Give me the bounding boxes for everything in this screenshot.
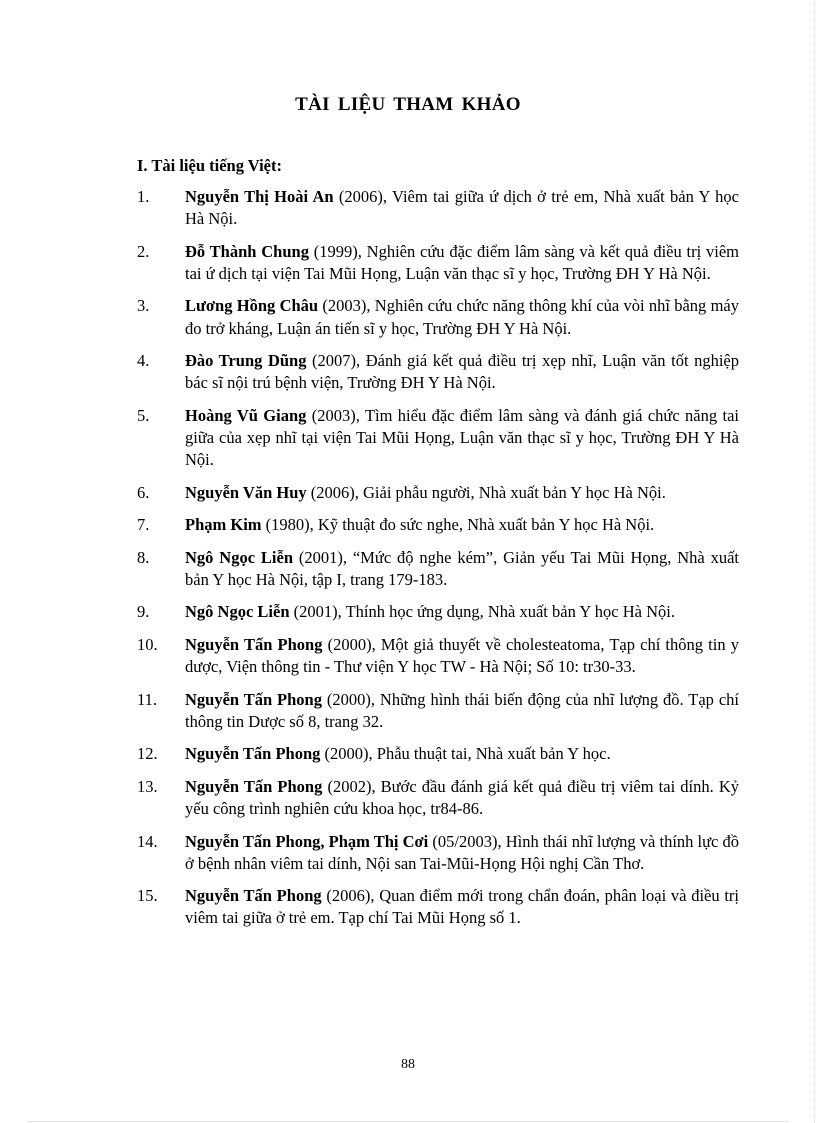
reference-item: [137, 241, 739, 285]
reference-item: [137, 885, 739, 929]
reference-number: 14.: [137, 831, 158, 851]
reference-item: [137, 295, 739, 339]
reference-item: [137, 514, 739, 536]
reference-details: (1980), Kỹ thuật đo sức nghe, Nhà xuất bản Y học Hà Nội.: [261, 515, 655, 535]
reference-text: [185, 186, 739, 230]
reference-author: Lương Hồng Châu: [185, 296, 319, 316]
reference-number: 15.: [137, 886, 158, 906]
reference-author: Đào Trung Dũng: [185, 351, 307, 371]
reference-author: Nguyễn Tấn Phong, Phạm Thị Cơi: [185, 831, 429, 851]
reference-number: 12.: [137, 744, 158, 764]
reference-item: [137, 689, 739, 733]
reference-text: [185, 634, 739, 678]
reference-item: [137, 405, 739, 472]
reference-text: [185, 514, 739, 536]
reference-text: [185, 295, 739, 339]
page-title: TÀI LIỆU THAM KHẢO: [295, 94, 521, 115]
reference-text: [185, 405, 739, 472]
reference-number: 3.: [137, 296, 150, 316]
reference-item: [137, 634, 739, 678]
reference-author: Hoàng Vũ Giang: [185, 405, 307, 425]
reference-number: 9.: [137, 602, 150, 622]
reference-number: 7.: [137, 515, 150, 535]
reference-number: 13.: [137, 776, 158, 796]
reference-text: [185, 547, 739, 591]
reference-details: (2006), Quan điểm mới trong chẩn đoán, phân loại và điều trị viêm tai giữa ở trẻ em. Tạp chí Tai Mũi Họng số 1.: [185, 886, 739, 928]
section-heading: I. Tài liệu tiếng Việt:: [137, 156, 282, 175]
reference-details: (2001), “Mức độ nghe kém”, Giản yếu Tai Mũi Họng, Nhà xuất bản Y học Hà Nội, tập I, trang 179-183.: [185, 547, 740, 589]
reference-number: 10.: [137, 634, 158, 654]
reference-details: (2006), Giải phẫu người, Nhà xuất bản Y học Hà Nội.: [306, 482, 666, 502]
reference-number: 8.: [137, 547, 150, 567]
reference-details: (2000), Những hình thái biến động của nhĩ lượng đồ. Tạp chí thông tin Dược số 8, trang 32.: [185, 689, 739, 731]
reference-details: (2006), Viêm tai giữa ứ dịch ở trẻ em, Nhà xuất bản Y học Hà Nội.: [185, 187, 739, 229]
reference-author: Đỗ Thành Chung: [185, 241, 309, 261]
reference-details: (2007), Đánh giá kết quả điều trị xẹp nhĩ, Luận văn tốt nghiệp bác sĩ nội trú bệnh viện, Trường ĐH Y Hà Nội.: [185, 351, 739, 393]
reference-author: Nguyễn Tấn Phong: [185, 776, 323, 796]
reference-author: Ngô Ngọc Liễn: [185, 602, 290, 622]
reference-text: [185, 689, 739, 733]
reference-author: Nguyễn Tấn Phong: [185, 689, 322, 709]
reference-text: [185, 601, 739, 623]
reference-number: 5.: [137, 405, 150, 425]
reference-details: (2003), Nghiên cứu chức năng thông khí của vòi nhĩ bằng máy đo trở kháng, Luận án tiến sĩ y học, Trường ĐH Y Hà Nội.: [185, 296, 739, 338]
reference-author: Nguyễn Tấn Phong: [185, 744, 321, 764]
reference-author: Ngô Ngọc Liễn: [185, 547, 294, 567]
reference-item: [137, 547, 739, 591]
reference-text: [185, 885, 739, 929]
reference-number: 6.: [137, 482, 150, 502]
reference-number: 2.: [137, 241, 150, 261]
reference-text: [185, 350, 739, 394]
reference-text: [185, 831, 739, 875]
reference-item: [137, 776, 739, 820]
page-bottom-divider: [28, 1121, 788, 1122]
reference-number: 11.: [137, 689, 158, 709]
reference-list: [137, 186, 739, 940]
reference-author: Nguyễn Tấn Phong: [185, 634, 323, 654]
reference-item: [137, 831, 739, 875]
reference-details: (05/2003), Hình thái nhĩ lượng và thính lực đồ ở bệnh nhân viêm tai dính, Nội san Tai-Mũi-Họng Hội nghị Cần Thơ.: [185, 831, 740, 873]
reference-text: [185, 482, 739, 504]
reference-text: [185, 241, 739, 285]
reference-author: Nguyễn Thị Hoài An: [185, 187, 334, 206]
reference-text: [185, 776, 739, 820]
reference-author: Nguyễn Văn Huy: [185, 482, 307, 502]
reference-details: (2002), Bước đầu đánh giá kết quả điều trị viêm tai dính. Kỷ yếu công trình nghiên cứu khoa học, tr84-86.: [185, 776, 739, 819]
reference-item: [137, 601, 739, 623]
reference-text: [185, 743, 739, 765]
reference-details: (1999), Nghiên cứu đặc điểm lâm sàng và kết quả điều trị viêm tai ứ dịch tại viện Tai Mũi Họng, Luận văn thạc sĩ y học, Trường ĐH Y Hà Nội.: [185, 241, 739, 283]
reference-details: (2001), Thính học ứng dụng, Nhà xuất bản Y học Hà Nội.: [289, 602, 675, 622]
reference-number: 4.: [137, 351, 150, 371]
reference-item: [137, 743, 739, 765]
reference-number: 1.: [137, 187, 150, 206]
page-number: 88: [401, 1057, 415, 1072]
reference-author: Phạm Kim: [185, 515, 262, 535]
reference-details: (2000), Phẫu thuật tai, Nhà xuất bản Y học.: [320, 744, 611, 764]
reference-author: Nguyễn Tấn Phong: [185, 886, 322, 906]
page-right-divider: [814, 0, 815, 1123]
reference-item: [137, 186, 739, 230]
reference-item: [137, 350, 739, 394]
reference-item: [137, 482, 739, 504]
reference-details: (2003), Tìm hiểu đặc điểm lâm sàng và đánh giá chức năng tai giữa của xẹp nhĩ tại viện Tai Mũi Họng, Luận văn thạc sĩ y học, Trường ĐH Y Hà Nội.: [185, 405, 739, 470]
reference-details: (2000), Một giả thuyết về cholesteatoma, Tạp chí thông tin y dược, Viện thông tin - Thư viện Y học TW - Hà Nội; Số 10: tr30-33.: [185, 634, 739, 677]
